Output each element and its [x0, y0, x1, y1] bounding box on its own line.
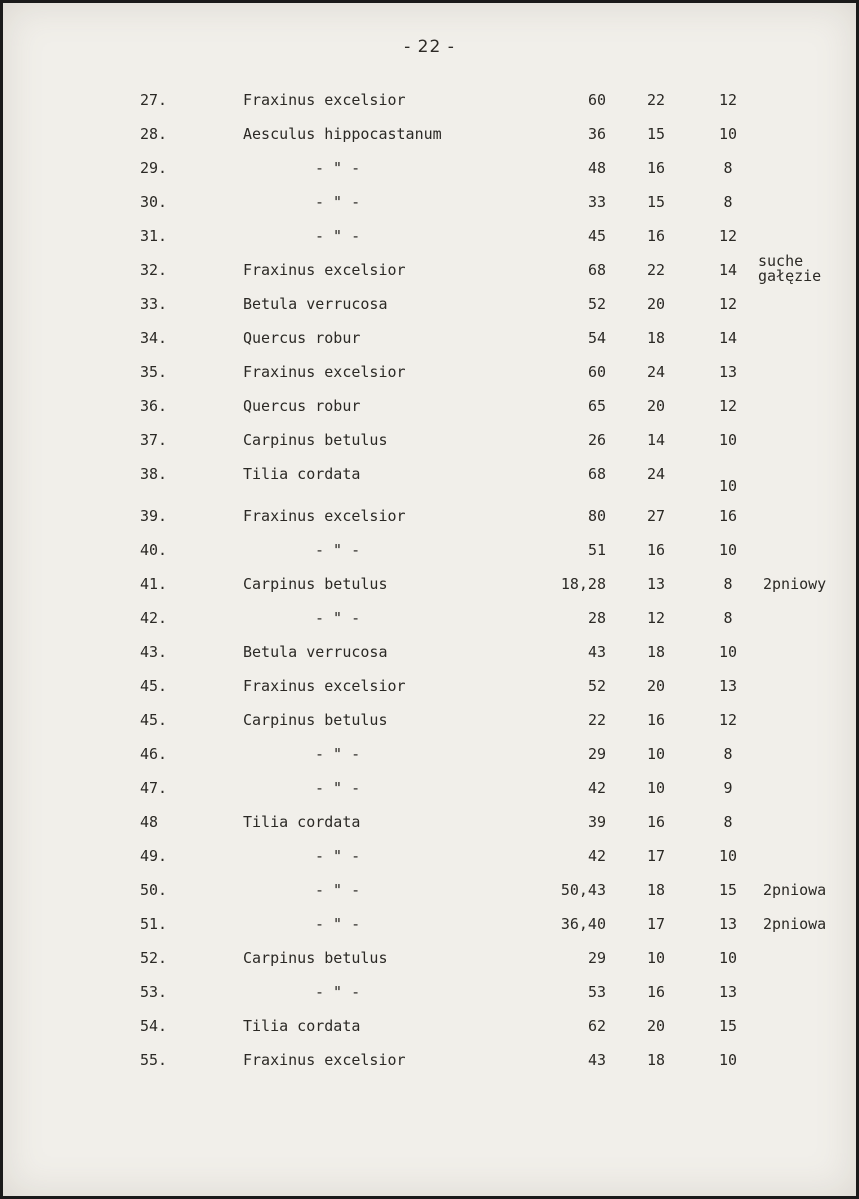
species-name: Tilia cordata: [243, 465, 361, 483]
value-column-2: 27: [646, 507, 666, 525]
row-number: 32.: [140, 261, 168, 279]
value-column-2: 18: [646, 643, 666, 661]
table-row: [3, 741, 856, 775]
row-number: 30.: [140, 193, 168, 211]
value-column-2: 20: [646, 295, 666, 313]
value-column-3: 8: [723, 159, 733, 177]
table-row: [3, 843, 856, 877]
row-number: 37.: [140, 431, 168, 449]
table-row: [3, 605, 856, 639]
species-name: Fraxinus excelsior: [243, 677, 406, 695]
row-number: 46.: [140, 745, 168, 763]
value-column-2: 18: [646, 1051, 666, 1069]
value-column-3: 14: [718, 329, 738, 347]
value-column-1: 39: [587, 813, 606, 831]
value-column-1: 60: [587, 91, 606, 109]
table-row: [3, 1047, 856, 1081]
row-number: 43.: [140, 643, 168, 661]
table-row: [3, 121, 856, 155]
value-column-3: 16: [718, 507, 738, 525]
value-column-2: 15: [646, 193, 666, 211]
row-note: 2pniowy: [763, 575, 827, 593]
value-column-1: 33: [587, 193, 606, 211]
value-column-1: 65: [587, 397, 606, 415]
table-row: [3, 571, 856, 605]
species-name: - " -: [315, 847, 361, 865]
row-number: 47.: [140, 779, 168, 797]
value-column-3: 8: [723, 745, 733, 763]
species-name: Fraxinus excelsior: [243, 261, 406, 279]
row-number: 29.: [140, 159, 168, 177]
value-column-3: 12: [718, 295, 738, 313]
species-name: - " -: [315, 881, 361, 899]
value-column-2: 24: [646, 465, 666, 483]
value-column-3: 10: [718, 477, 738, 495]
value-column-1: 42: [587, 779, 606, 797]
table-row: [3, 639, 856, 673]
value-column-2: 20: [646, 1017, 666, 1035]
species-name: - " -: [315, 159, 361, 177]
species-name: Betula verrucosa: [243, 295, 388, 313]
value-column-1: 45: [587, 227, 606, 245]
value-column-2: 17: [646, 847, 666, 865]
species-name: Fraxinus excelsior: [243, 91, 406, 109]
value-column-3: 8: [723, 813, 733, 831]
value-column-3: 15: [718, 881, 738, 899]
row-number: 34.: [140, 329, 168, 347]
value-column-3: 10: [718, 431, 738, 449]
value-column-1: 43: [587, 1051, 606, 1069]
table-row: [3, 673, 856, 707]
table-row: [3, 325, 856, 359]
species-name: Quercus robur: [243, 397, 361, 415]
value-column-1: 54: [587, 329, 606, 347]
table-row: [3, 291, 856, 325]
table-row: [3, 189, 856, 223]
table-row: [3, 809, 856, 843]
value-column-1: 60: [587, 363, 606, 381]
value-column-2: 10: [646, 949, 666, 967]
table-row: [3, 223, 856, 257]
table-row: [3, 945, 856, 979]
species-name: Betula verrucosa: [243, 643, 388, 661]
value-column-1: 52: [587, 677, 606, 695]
species-name: Quercus robur: [243, 329, 361, 347]
value-column-1: 26: [587, 431, 606, 449]
document-page: [3, 3, 856, 1196]
row-number: 38.: [140, 465, 168, 483]
value-column-2: 22: [646, 91, 666, 109]
value-column-2: 16: [646, 227, 666, 245]
table-row: [3, 1013, 856, 1047]
value-column-1: 36,40: [560, 915, 606, 933]
value-column-1: 68: [587, 465, 606, 483]
value-column-2: 13: [646, 575, 666, 593]
value-column-2: 24: [646, 363, 666, 381]
species-name: - " -: [315, 915, 361, 933]
value-column-1: 48: [587, 159, 606, 177]
row-number: 31.: [140, 227, 168, 245]
value-column-2: 20: [646, 397, 666, 415]
value-column-2: 20: [646, 677, 666, 695]
value-column-1: 51: [587, 541, 606, 559]
table-row: [3, 461, 856, 503]
species-name: - " -: [315, 983, 361, 1001]
table-row: [3, 252, 856, 291]
table-row: [3, 87, 856, 121]
species-name: Carpinus betulus: [243, 575, 388, 593]
value-column-2: 10: [646, 779, 666, 797]
value-column-1: 80: [587, 507, 606, 525]
value-column-1: 53: [587, 983, 606, 1001]
table-row: [3, 877, 856, 911]
table-row: [3, 775, 856, 809]
value-column-3: 12: [718, 711, 738, 729]
value-column-2: 18: [646, 881, 666, 899]
value-column-3: 8: [723, 193, 733, 211]
value-column-3: 15: [718, 1017, 738, 1035]
value-column-1: 68: [587, 261, 606, 279]
species-name: Tilia cordata: [243, 813, 361, 831]
value-column-2: 16: [646, 159, 666, 177]
row-number: 49.: [140, 847, 168, 865]
value-column-3: 12: [718, 227, 738, 245]
row-note: suche gałęzie: [758, 252, 822, 285]
value-column-1: 22: [587, 711, 606, 729]
species-name: Fraxinus excelsior: [243, 507, 406, 525]
row-number: 40.: [140, 541, 168, 559]
row-number: 33.: [140, 295, 168, 313]
value-column-3: 12: [718, 91, 738, 109]
value-column-2: 12: [646, 609, 666, 627]
value-column-2: 18: [646, 329, 666, 347]
table-row: [3, 359, 856, 393]
species-name: - " -: [315, 193, 361, 211]
value-column-2: 16: [646, 541, 666, 559]
table-row: [3, 537, 856, 571]
row-number: 45.: [140, 711, 168, 729]
value-column-3: 10: [718, 541, 738, 559]
row-number: 45.: [140, 677, 168, 695]
value-column-3: 10: [718, 847, 738, 865]
species-name: Aesculus hippocastanum: [243, 125, 442, 143]
row-number: 27.: [140, 91, 168, 109]
page-number: - 22 -: [404, 37, 455, 57]
value-column-3: 10: [718, 643, 738, 661]
value-column-3: 13: [718, 915, 738, 933]
row-number: 51.: [140, 915, 168, 933]
value-column-3: 8: [723, 575, 733, 593]
tree-inventory-list: [3, 87, 856, 1081]
species-name: Fraxinus excelsior: [243, 363, 406, 381]
value-column-3: 8: [723, 609, 733, 627]
value-column-1: 29: [587, 949, 606, 967]
table-row: [3, 911, 856, 945]
value-column-1: 52: [587, 295, 606, 313]
row-number: 53.: [140, 983, 168, 1001]
value-column-3: 12: [718, 397, 738, 415]
table-row: [3, 503, 856, 537]
table-row: [3, 979, 856, 1013]
value-column-3: 13: [718, 677, 738, 695]
value-column-2: 16: [646, 983, 666, 1001]
row-number: 35.: [140, 363, 168, 381]
row-number: 50.: [140, 881, 168, 899]
value-column-1: 28: [587, 609, 606, 627]
row-number: 39.: [140, 507, 168, 525]
value-column-2: 14: [646, 431, 666, 449]
species-name: Carpinus betulus: [243, 949, 388, 967]
value-column-2: 16: [646, 813, 666, 831]
value-column-3: 9: [723, 779, 733, 797]
row-number: 52.: [140, 949, 168, 967]
value-column-3: 10: [718, 1051, 738, 1069]
value-column-1: 18,28: [560, 575, 606, 593]
value-column-3: 14: [718, 261, 738, 279]
table-row: [3, 393, 856, 427]
row-number: 48: [140, 813, 159, 831]
species-name: - " -: [315, 779, 361, 797]
value-column-2: 15: [646, 125, 666, 143]
value-column-2: 16: [646, 711, 666, 729]
value-column-2: 10: [646, 745, 666, 763]
value-column-1: 50,43: [560, 881, 606, 899]
row-number: 36.: [140, 397, 168, 415]
value-column-1: 36: [587, 125, 606, 143]
species-name: - " -: [315, 609, 361, 627]
table-row: [3, 707, 856, 741]
species-name: Tilia cordata: [243, 1017, 361, 1035]
value-column-3: 13: [718, 363, 738, 381]
value-column-1: 29: [587, 745, 606, 763]
species-name: - " -: [315, 541, 361, 559]
row-note: 2pniowa: [763, 915, 827, 933]
value-column-1: 62: [587, 1017, 606, 1035]
table-row: [3, 427, 856, 461]
species-name: Fraxinus excelsior: [243, 1051, 406, 1069]
row-note: 2pniowa: [763, 881, 827, 899]
value-column-3: 13: [718, 983, 738, 1001]
species-name: Carpinus betulus: [243, 711, 388, 729]
species-name: - " -: [315, 745, 361, 763]
value-column-3: 10: [718, 125, 738, 143]
value-column-2: 17: [646, 915, 666, 933]
value-column-2: 22: [646, 261, 666, 279]
value-column-1: 42: [587, 847, 606, 865]
species-name: Carpinus betulus: [243, 431, 388, 449]
row-number: 54.: [140, 1017, 168, 1035]
row-number: 41.: [140, 575, 168, 593]
row-number: 28.: [140, 125, 168, 143]
value-column-1: 43: [587, 643, 606, 661]
row-number: 42.: [140, 609, 168, 627]
row-number: 55.: [140, 1051, 168, 1069]
species-name: - " -: [315, 227, 361, 245]
table-row: [3, 155, 856, 189]
value-column-3: 10: [718, 949, 738, 967]
